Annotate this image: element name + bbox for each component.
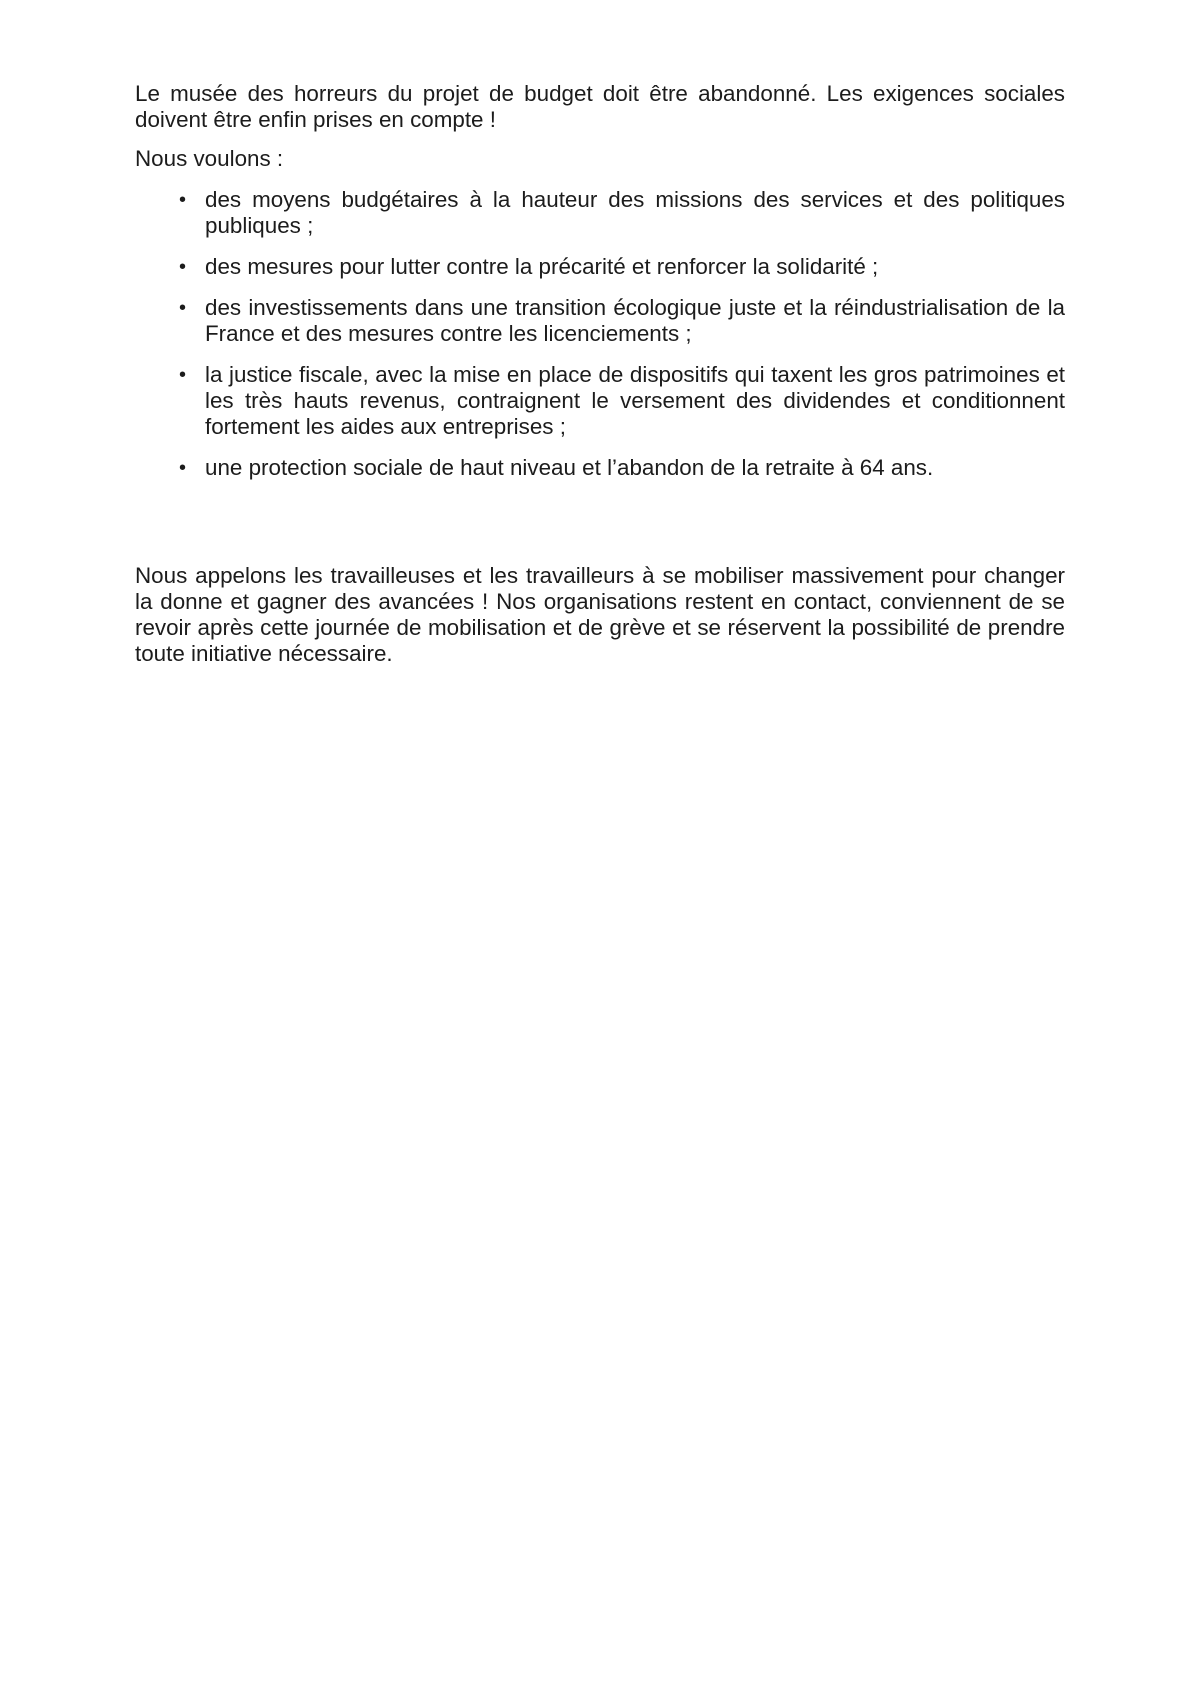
list-item-text: des mesures pour lutter contre la précarité et renforcer la solidarité ; xyxy=(205,254,879,279)
list-item xyxy=(135,295,1065,347)
list-item-text: des moyens budgétaires à la hauteur des missions des services et des politiques publiques ; xyxy=(205,187,1065,238)
list-item xyxy=(135,254,1065,280)
bullet-icon: • xyxy=(179,297,187,319)
intro-paragraph: Le musée des horreurs du projet de budget doit être abandonné. Les exigences sociales doivent être enfin prises en compte ! xyxy=(135,81,1065,132)
list-item xyxy=(135,455,1065,481)
bullet-icon: • xyxy=(179,457,187,479)
list-item-text: une protection sociale de haut niveau et l’abandon de la retraite à 64 ans. xyxy=(205,455,934,480)
bullet-icon: • xyxy=(179,189,187,211)
demands-bullet-list xyxy=(135,187,1065,481)
document-body xyxy=(135,81,1065,667)
lead-in-paragraph: Nous voulons : xyxy=(135,146,284,171)
bullet-icon: • xyxy=(179,256,187,278)
list-item-text: la justice fiscale, avec la mise en place de dispositifs qui taxent les gros patrimoines et les très hauts revenus, contraignent le versement des dividendes et conditionnent fortement les aides aux entreprises ; xyxy=(205,362,1065,439)
list-item-text: des investissements dans une transition écologique juste et la réindustrialisation de la France et des mesures contre les licenciements ; xyxy=(205,295,1065,346)
list-item xyxy=(135,187,1065,239)
closing-paragraph: Nous appelons les travailleuses et les travailleurs à se mobiliser massivement pour changer la donne et gagner des avancées ! Nos organisations restent en contact, conviennent de se revoir après cette journée de mobilisation et de grève et se réservent la possibilité de prendre toute initiative nécessaire. xyxy=(135,563,1065,666)
bullet-icon: • xyxy=(179,364,187,386)
list-item xyxy=(135,362,1065,440)
